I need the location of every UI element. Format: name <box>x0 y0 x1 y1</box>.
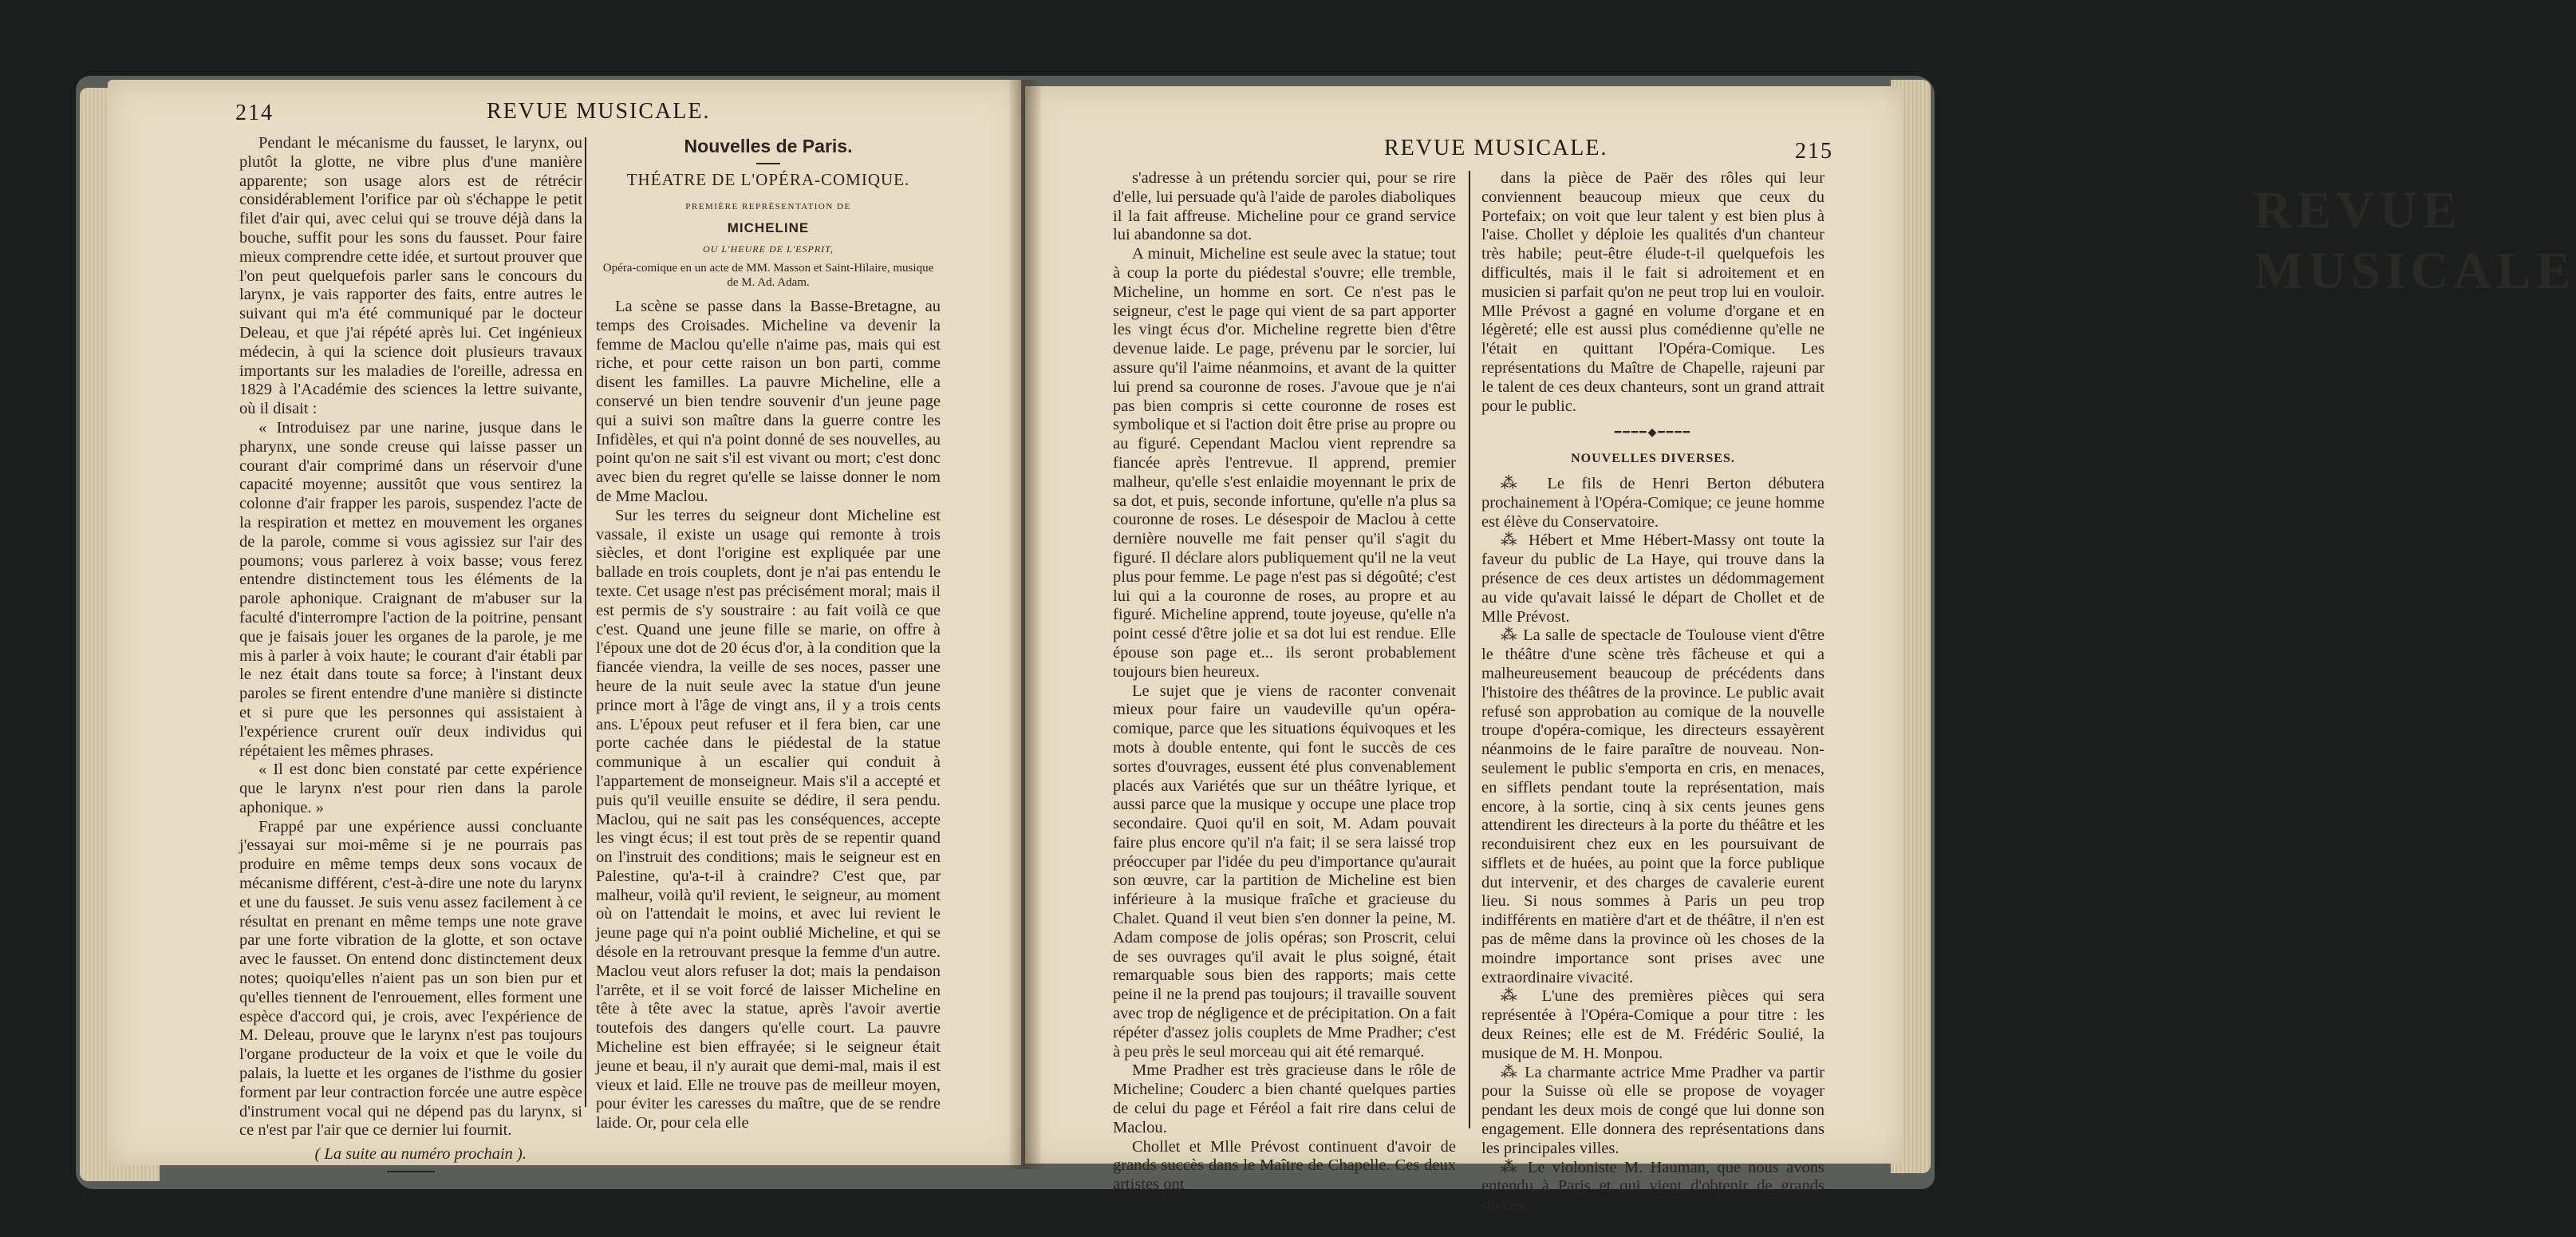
left-column-1 <box>239 134 582 1179</box>
column-rule-right <box>1469 171 1470 1128</box>
paragraph: A minuit, Micheline est seule avec la statue; tout à coup la porte du piédestal s'ouvre; elle tremble, Micheline, un homme en sort. Ce n'est pas le seigneur, c'est le page qui vient de sa part apporter les vingt écus d'or. Micheline regrette bien d'être devenue laide. Le page, prévenu par le sorcier, lui assure qu'il l'aime néanmoins, et avant de la quitter lui prend sa couronne de roses. J'avoue que je n'ai pas bien compris si cette couronne de roses est symbolique et si l'action doit être prise au propre ou au figuré. Cependant Maclou vient reprendre sa fiancée après l'entrevue. Il apprend, premier malheur, qu'elle s'est enlaidie moyennant le prix de sa dot, et puis, seconde infortune, qu'elle n'a plus sa couronne de roses. Le désespoir de Maclou à cette dernière nouvelle me fait penser qu'il s'agit du figuré. Il déclare alors publiquement qu'il ne la veut plus pour femme. Le page n'est pas si dégoûté; c'est lui qui a la couronne de roses, au propre et au figuré. Micheline apprend, toute joyeuse, qu'elle n'a point cessé d'être jolie et sa dot lui est rendue. Elle épouse son page et... ils seront probablement toujours bien heureux. <box>1113 245 1456 681</box>
news-item: ⁂ Le violoniste M. Hauman, que nous avons entendu à Paris et qui vient d'obtenir de grands succès <box>1481 1158 1825 1215</box>
paragraph: « Introduisez par une narine, jusque dans le pharynx, une sonde creuse qui laisse passer un courant d'air comprimé dans un réservoir d'une capacité moyenne; aussitôt que vous sentirez la colonne d'air frapper les parois, suspendez l'acte de la respiration et mettez en mouvement les organes de la parole, comme si vous agissiez sur l'air des poumons; vous parlerez à voix basse; vous ferez entendre distinctement tous les éléments de la parole aphonique. Craignant de m'abuser sur la faculté d'interrompre l'action de la poitrine, pensant que je faisais jouer les organes de la parole, je me mis à parler à voix haute; le courant d'air établi par le nez était dans toute sa force; à l'instant deux paroles se firent entendre d'une manière si distincte et si pure que les personnes qui assistaient à l'expérience crurent ouïr deux individus qui répétaient les mêmes phrases. <box>239 418 582 760</box>
ornament-rule: ━━━━◆━━━━ <box>1614 427 1692 440</box>
paragraph: Frappé par une expérience aussi concluante j'essayai sur moi-même si je ne pourrais pas produire en même temps deux sons vocaux de mécanisme différent, c'est-à-dire une note du larynx et une du fausset. Je suis venu assez facilement à ce résultat en prenant en même temps une note grave par une forte vibration de la glotte, et son octave avec le fausset. On entend donc distinctement deux notes; quoiqu'elles n'aient pas un son bien pur et qu'elles tiennent de l'enrouement, elles forment une espèce d'accord qui, je crois, avec l'expérience de M. Deleau, prouve que le larynx n'est pas toujours l'organe producteur de la voix et que le voile du palais, la luette et les organes de l'isthme du gosier forment par leur contraction forcée une autre espèce d'instrument vocal qui ne dépend pas du larynx, si ce n'est par l'air que ce dernier lui fournit. <box>239 817 582 1140</box>
left-column-2 <box>596 134 941 1133</box>
theatre-heading: THÉATRE DE L'OPÉRA-COMIQUE. <box>626 169 910 189</box>
section-heading: Nouvelles de Paris. <box>684 136 853 156</box>
play-credit: Opéra-comique en un acte de MM. Masson et Saint-Hilaire, musique de M. Ad. Adam. <box>602 261 934 289</box>
right-page <box>1025 86 2576 1215</box>
bleed-through-text: REVUE MUSICALE <box>2254 181 2576 300</box>
news-item: ⁂ L'une des premières pièces qui sera représentée à l'Opéra-Comique a pour titre : les deux Reines; elle est de M. Frédéric Soulié, la musique de M. H. Monpou. <box>1481 987 1825 1062</box>
paragraph: Sur les terres du seigneur dont Micheline est vassale, il existe un usage qui remonte à trois siècles, et dont l'origine est expliquée par une ballade en trois couplets, dont je n'ai pas entendu le texte. Cet usage n'est pas précisément moral; mais il est permis de s'y soustraire : au fait voilà ce que c'est. Quand une jeune fille se marie, on offre à l'époux une dot de 20 écus d'or, à la condition que la fiancée viendra, la veille de ses noces, passer une heure de la nuit seule avec la statue d'un jeune prince mort à l'âge de vingt ans, il y a trois cents ans. L'époux peut refuser et il fera bien, car une porte cachée dans le piédestal de la statue communique à un escalier qui conduit à l'appartement de monseigneur. Mais s'il a accepté et puis qu'il veuille ensuite se dédire, il sera pendu. Maclou, qui ne sait pas les conséquences, accepte les vingt écus; il est tout près de se repentir quand on l'instruit des conditions; mais le seigneur est en Palestine, qu'a-t-il à craindre? C'est que, par malheur, voilà qu'il revient, le seigneur, au moment où on l'attendait le moins, et avec lui revient le jeune page qui n'a point oublié Micheline, et qui se désole en la retrouvant presque la femme d'un autre. Maclou veut alors refuser la dot; mais la pendaison l'arrête, et il se voit forcé de laisser Micheline en tête à tête avec la statue, après l'avoir avertie toutefois des dangers qu'elle court. La pauvre Micheline est bien effrayée; si le seigneur était jeune et beau, il n'y aurait que demi-mal, mais il est vieux et laid. Elle ne trouve pas de meilleur moyen, pour éviter les caresses du maître, que de se rendre laide. Or, pour cela elle <box>596 506 941 1132</box>
book-gutter <box>1009 80 1041 1169</box>
news-item: ⁂ La charmante actrice Mme Pradher va partir pour la Suisse où elle se propose de voyager pendant les deux mois de congé que lui donne son engagement. Elle donnera des représentations dans les principales villes. <box>1481 1063 1825 1157</box>
running-head-right: REVUE MUSICALE. <box>1384 136 1608 160</box>
paragraph: Chollet et Mlle Prévost continuent d'avoir de grands succès dans le Maître de Chapelle. Ces deux artistes ont <box>1113 1137 1456 1194</box>
page-number-right: 215 <box>1795 139 1833 164</box>
paragraph: dans la pièce de Paër des rôles qui leur conviennent beaucoup mieux que ceux du Portefaix; on voit que leur talent y est bien plus à l'aise. Chollet y déploie les qualités d'un chanteur très habile; peut-être élude-t-il quelquefois les difficultés, mais il le fait si adroitement et en musicien si parfait qu'on ne peut trop lui en vouloir. Mlle Prévost a gagné en volume d'organe et en légèreté; elle est aussi plus comédienne qu'elle ne l'était en quittant l'Opéra-Comique. Les représentations du Maître de Chapelle, rajeuni par le talent de ces deux chanteurs, sont un grand attrait pour le public. <box>1481 169 1825 415</box>
running-head-left: REVUE MUSICALE. <box>487 99 711 124</box>
right-column-1 <box>1113 169 1456 1195</box>
news-item: ⁂ La salle de spectacle de Toulouse vient d'être le théâtre d'une scène très fâcheuse et qui a malheureusement beaucoup de précédents dans l'histoire des théâtres de la province. Le public avait refusé son approbation au comique de la nouvelle troupe d'opéra-comique, les directeurs essayèrent néanmoins de le faire paraître de nouveau. Non-seulement le public s'emporta en cris, en menaces, en sifflets pendant toute la représentation, mais encore, à la sortie, cinq à six cents jeunes gens attendirent les directeurs à la porte du théâtre et les reconduisirent chez eux en les poursuivant de sifflets et de huées, au point que la force publique dut intervenir, et des charges de cavalerie eurent lieu. Si nous sommes à Paris un peu trop indifférents en matière d'art et de théâtre, il n'en est pas de même dans la province où les choses de la moindre importance sont prises avec une extraordinaire vivacité. <box>1481 626 1825 986</box>
right-column-2 <box>1481 169 1825 1215</box>
paragraph: s'adresse à un prétendu sorcier qui, pour se rire d'elle, lui persuade qu'à l'aide de paroles diaboliques il la fait affreuse. Micheline pour ce grand service lui abandonne sa dot. <box>1113 169 1456 244</box>
paragraph: Le sujet que je viens de raconter convenait mieux pour faire un vaudeville qu'un opéra-comique, parce que les situations équivoques et les mots à double entente, qui font le succès de ces sortes d'ouvrages, eussent été plus convenablement placés aux Variétés que sur un théâtre lyrique, et aussi parce que la musique y occupe une place trop secondaire. Quoi qu'il en soit, M. Adam pouvait faire plus encore qu'il n'a fait; il se sera laissé trop préoccuper par l'idée du peu d'importance qu'aurait son œuvre, car la partition de Micheline est bien inférieure à la musique fraîche et gracieuse du Chalet. Quand il veut bien s'en donner la peine, M. Adam compose de jolis opéras; son Proscrit, celui de ses ouvrages qu'il avait le plus soigné, était remarquable sous bien des rapports; mais cette peine il ne la prend pas toujours; il travaille souvent avec trop de négligence et de précipitation. On a fait répéter d'assez jolis couplets de Mme Pradher; c'est à peu près le seul morceau qui ait été remarqué. <box>1113 682 1456 1061</box>
paragraph: Mme Pradher est très gracieuse dans le rôle de Micheline; Couderc a bien chanté quelques parties de celui du page et Féréol a fait rire dans celui de Maclou. <box>1113 1061 1456 1136</box>
page-number-left: 214 <box>235 101 274 125</box>
paragraph: Pendant le mécanisme du fausset, le larynx, ou plutôt la glotte, ne vibre plus d'une manière apparente; son usage alors est de rétrécir considérablement l'orifice par où s'échappe le petit filet d'air qui, avec celui qui se trouve déjà dans la bouche, suffit pour les sons du fausset. Pour faire mieux comprendre cette idée, et surtout prouver que l'on peut quelquefois parler sans le concours du larynx, je vais rapporter des faits, entre autres le suivant qui m'a été communiqué par le docteur Deleau, et que j'ai répété après lui. Cet ingénieux médecin, à qui la science doit plusieurs travaux importants sur les maladies de l'oreille, adressa en 1829 à l'Académie des sciences la lettre suivante, où il disait : <box>239 134 582 418</box>
premiere-label: PREMIÈRE REPRÉSENTATION DE <box>685 201 851 211</box>
end-rule <box>387 1171 435 1172</box>
left-page <box>108 80 1021 1165</box>
news-item: ⁂ Le fils de Henri Berton débutera prochainement à l'Opéra-Comique; ce jeune homme est élève du Conservatoire. <box>1481 474 1825 531</box>
continuation-note: ( La suite au numéro prochain ). <box>314 1145 527 1164</box>
news-item: ⁂ Hébert et Mme Hébert-Massy ont toute la faveur du public de La Haye, qui trouve dans la présence de ces deux artistes un dédommagement au vide qu'avait laissé le départ de Chollet et de Mlle Prévost. <box>1481 532 1825 626</box>
paragraph: La scène se passe dans la Basse-Bretagne, au temps des Croisades. Micheline va devenir la femme de Maclou qu'elle n'aime pas, mais qui est riche, et pour cette raison un bon parti, comme disent les familles. La pauvre Micheline, elle a conservé un bien tendre souvenir d'un jeune page qui a suivi son maître dans la guerre contre les Infidèles, et qui n'a point donné de ses nouvelles, au point qu'on ne sait s'il est vivant ou mort; c'est donc avec bien du regret qu'elle se laisse donner le nom de Mme Maclou. <box>596 297 941 505</box>
news-heading: NOUVELLES DIVERSES. <box>1571 452 1735 466</box>
paragraph: « Il est donc bien constaté par cette expérience que le larynx n'est pour rien dans la parole aphonique. » <box>239 761 582 816</box>
heading-rule <box>756 163 780 164</box>
play-subtitle: OU L'HEURE DE L'ESPRIT, <box>703 243 834 255</box>
column-rule-left <box>585 137 586 1107</box>
play-title: MICHELINE <box>727 220 810 236</box>
